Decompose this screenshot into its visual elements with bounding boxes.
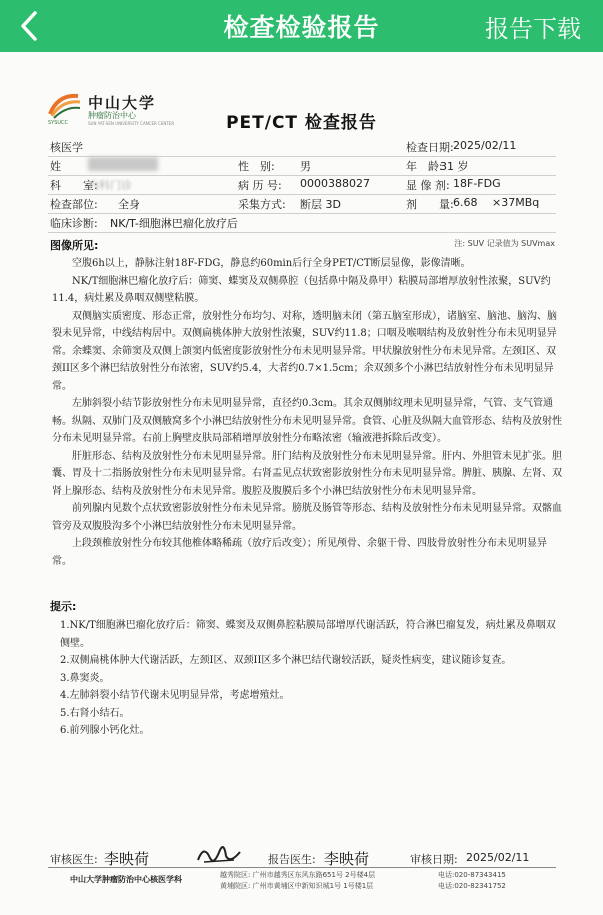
conclusion-list: [60, 617, 560, 740]
conclusion-item: 5.右肾小结石。: [60, 707, 130, 719]
site-value: 全身: [118, 198, 140, 211]
ward-label: 科 室:: [50, 179, 98, 192]
footer-address: [48, 870, 568, 900]
findings-paragraph: NK/T细胞淋巴瘤化放疗后：筛窦、蝶窦及双侧鼻腔（包括鼻中隔及鼻甲）粘膜局部增厚放射性浓聚，SUV约11.4，病灶累及鼻咽双侧壁粘膜。: [52, 275, 551, 304]
findings-paragraph: 上段颈椎放射性分布较其他椎体略稀疏（放疗后改变）；所见颅骨、余躯干骨、四肢骨放射性分布未见明显异常。: [52, 538, 547, 567]
diagnosis-value: NK/T-细胞淋巴瘤化放疗后: [110, 217, 238, 230]
ward-value: 内科门诊: [88, 179, 132, 192]
conclusion-item: 4.左肺斜裂小结节代谢未见明显异常，考虑增殖灶。: [60, 690, 290, 701]
agent-value: 18F-FDG: [453, 177, 501, 190]
download-report-button[interactable]: 报告下载: [485, 15, 581, 43]
mode-value: 断层 3D: [300, 198, 341, 211]
dose-value: 6.68: [453, 196, 478, 209]
dose-label: 剂 量:: [406, 198, 454, 211]
name-label: 姓: [50, 160, 61, 173]
conclusion-item: 1.NK/T细胞淋巴瘤化放疗后：筛窦、蝶窦及双侧鼻腔粘膜局部增厚代谢活跃，符合淋巴瘤复发，病灶累及鼻咽双侧壁。: [60, 620, 556, 649]
hospital-name: 中山大学: [88, 94, 157, 112]
top-bar: [0, 0, 603, 52]
diagnosis-label: 临床诊断:: [50, 217, 98, 230]
findings-paragraph: 左肺斜裂小结节影放射性分布未见明显异常，直径约0.3cm。其余双侧肺纹理未见明显异常，气管、支气管通畅。纵隔、双肺门及双侧腋窝多个小淋巴结放射性分布未见明显异常。食管、心脏及纵隔大血管形态、结构及放射性分布未见明显异常。右前上胸壁皮肤局部稍增厚放射性分布略浓密（输液港拆除后改变）。: [52, 398, 562, 444]
record-label: 病 历 号:: [238, 179, 282, 192]
redacted-name: [88, 157, 158, 171]
findings-heading: 图像所见:: [50, 239, 99, 252]
dept-label: 核医学: [50, 141, 83, 154]
agent-label: 显 像 剂:: [406, 179, 450, 192]
review-date-value: 2025/02/11: [466, 851, 530, 864]
findings-paragraph: 前列腺内见数个点状致密影放射性分布未见异常。膀胱及肠管等形态、结构及放射性分布未见明显异常。双髂血管旁及双腹股沟多个小淋巴结放射性分布未见明显异常。: [52, 503, 562, 532]
conclusion-heading: 提示:: [50, 600, 77, 613]
site-label: 检查部位:: [50, 198, 98, 211]
reviewer-signature: 李映荷: [104, 850, 150, 868]
header-row-dept: [48, 136, 556, 157]
mode-label: 采集方式:: [238, 198, 286, 211]
reporter-label: 报告医生:: [268, 853, 316, 866]
phone-line-1: 电话:020-87343415: [438, 871, 506, 879]
conclusion-item: 6.前列腺小钙化灶。: [60, 725, 150, 736]
reporter-signature: 李映荷: [324, 850, 370, 868]
age-value: 31 岁: [440, 160, 469, 173]
header-row-exam: [48, 193, 556, 214]
hospital-en-name: SUN YAT-SEN UNIVERSITY CANCER CENTER: [88, 121, 175, 126]
date-label: 检查日期:: [406, 141, 454, 154]
dose-unit: ×37MBq: [492, 196, 540, 209]
header-row-ward: [48, 174, 556, 195]
header-row-patient: [48, 155, 556, 176]
record-value: 0000388027: [300, 177, 370, 190]
findings-paragraph: 肝脏形态、结构及放射性分布未见明显异常。肝门结构及放射性分布未见明显异常。肝内、外胆管未见扩张。胆囊、胃及十二指肠放射性分布未见明显异常。右肾盂见点状致密影放射性分布未见明显异常。脾脏、胰腺、左肾、双肾上腺形态、结构及放射性分布未见异常。腹腔及腹膜后多个小淋巴结放射性分布未见明显异常。: [52, 450, 562, 497]
reviewer-label: 审核医生:: [50, 853, 98, 866]
date-value: 2025/02/11: [453, 139, 517, 152]
header-row-diagnosis: [48, 212, 556, 233]
footer-divider: [48, 867, 556, 868]
review-date-label: 审核日期:: [410, 853, 458, 866]
hospital-subname: 肿瘤防治中心: [88, 111, 136, 120]
address-line-2: 黄埔院区: 广州市黄埔区中新知识城1号 1号楼1层: [220, 882, 374, 890]
page-title: 检查检验报告: [223, 13, 380, 42]
signature-row: [48, 848, 556, 868]
sex-label: 性 别:: [238, 160, 275, 173]
center-name: 中山大学肿瘤防治中心核医学科: [70, 875, 182, 884]
findings-paragraph: 空腹6h以上，静脉注射18F-FDG，静息约60min后行全身PET/CT断层显像，影像清晰。: [72, 258, 471, 269]
report-title: PET/CT 检查报告: [226, 113, 377, 133]
handwritten-signature-icon: [194, 842, 244, 868]
conclusion-item: 3.鼻窦炎。: [60, 672, 110, 684]
address-line-1: 越秀院区: 广州市越秀区东风东路651号 2号楼4层: [220, 871, 376, 879]
age-label: 年 龄:: [406, 160, 443, 173]
findings-body: [52, 255, 564, 570]
hospital-abbr: SYSUCC: [48, 120, 69, 126]
sex-value: 男: [300, 160, 311, 173]
suv-note: 注: SUV 记录值为 SUVmax: [454, 239, 555, 248]
phone-line-2: 电话:020-82341752: [438, 882, 506, 890]
conclusion-item: 2.双侧扁桃体肿大代谢活跃，左颈I区、双颈II区多个淋巴结代谢较活跃，疑炎性病变，建议随诊复查。: [60, 655, 512, 666]
findings-paragraph: 双侧脑实质密度、形态正常，放射性分布均匀、对称，透明脑未闭（第五脑室形成），诸脑室、脑池、脑沟、脑裂未见异常，中线结构居中。双侧扁桃体肿大放射性浓聚，SUV约11.8；口咽及喉咽结构及放射性分布未见明显异常。余蝶窦、余筛窦及双侧上颌窦内低密度影放射性分布未见明显异常。甲状腺放射性分布未见异常。左颈I区、双颈II区多个淋巴结放射性分布浓密，SUV约5.4，大者约0.7×1.5cm；余双颈多个小淋巴结放射性分布未见明显异常。: [52, 310, 557, 392]
